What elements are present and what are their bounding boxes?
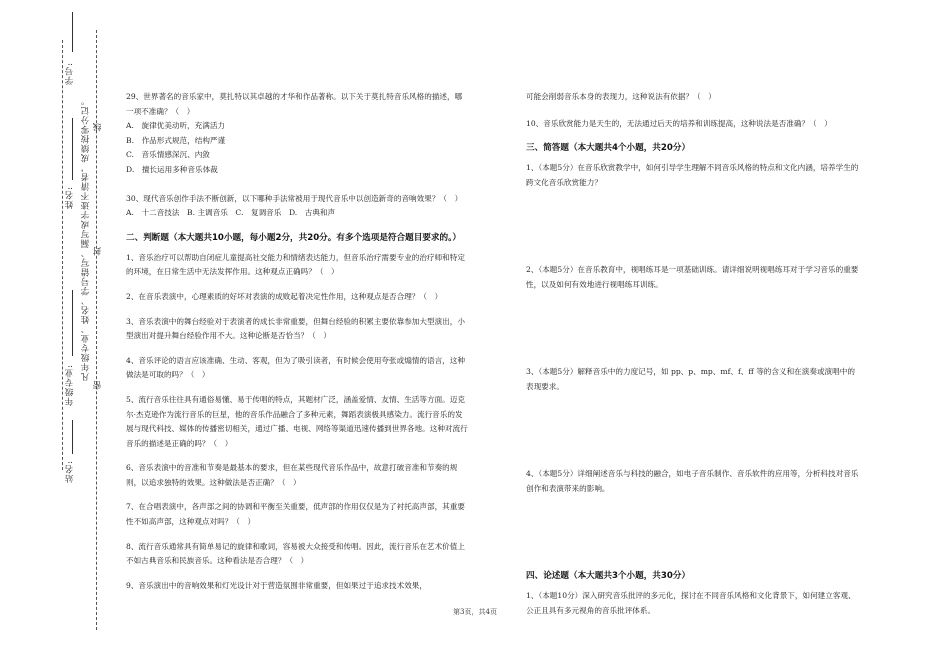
tf-question-9-continued <box>526 90 860 105</box>
question-text: 9、音乐演出中的音响效果和灯光设计对于营造氛围非常重要，但如果过于追求技术效果， <box>126 580 427 590</box>
question-29 <box>126 90 468 178</box>
options-line[interactable]: A. 十二音技法 B. 主调音乐 C. 复调音乐 D. 古典和声 <box>126 208 336 218</box>
fill-line <box>62 40 63 470</box>
cut-mark-line: 线 <box>93 122 103 132</box>
tf-question-6 <box>126 461 468 490</box>
section-3-title: 三、简答题（本大题共4个小题，共20分） <box>526 143 691 154</box>
question-stem: 30、现代音乐创作手法不断创新，以下哪种手法常被用于现代音乐中以创造新奇的音响效果？（ ） <box>126 193 463 203</box>
tf-question-9 <box>126 579 468 594</box>
short-question-4 <box>526 467 860 559</box>
tf-question-4 <box>126 354 468 383</box>
left-column <box>126 90 468 603</box>
tf-question-1 <box>126 251 468 280</box>
question-stem: 29、世界著名的音乐家中，莫扎特以其卓越的才华和作品著称。以下关于莫扎特音乐风格的描述，哪一项不准确？（ ） <box>126 92 463 116</box>
cut-line <box>96 30 97 630</box>
name-label: 姓名: <box>65 186 75 209</box>
question-text: 10、音乐欣赏能力是天生的，无法通过后天的培养和训练提高，这种说法是否准确？（ ） <box>526 118 832 128</box>
site-label: 站名: <box>65 460 75 483</box>
option-c[interactable]: C. 音乐情感深沉、内敛 <box>126 150 210 160</box>
option-a[interactable]: A. 旋律优美动听，充满活力 <box>126 121 226 131</box>
short-question-1 <box>526 161 860 253</box>
tf-question-5 <box>126 393 468 451</box>
notice-text: 凡年级专业、姓名、学号错写、漏写或字迹不清者，成绩按零分记。 <box>81 96 91 381</box>
cut-mark-secret: 密 <box>93 380 103 390</box>
student-no-blank[interactable] <box>72 12 73 52</box>
student-no-label: 学号: <box>65 62 75 85</box>
tf-question-10 <box>526 117 860 132</box>
short-question-3 <box>526 365 860 457</box>
question-text: 2、（本题5分）在音乐教育中，视唱练耳是一项基础训练。请详细说明视唱练耳对于学习音乐的重要性，以及如何有效地进行视唱练耳训练。 <box>526 265 859 289</box>
question-text: 1、（本题10分）深入研究音乐批评的多元化，探讨在不同音乐风格和文化背景下，如何建立客观、公正且具有多元视角的音乐批评体系。 <box>526 591 856 615</box>
question-text: 8、流行音乐通常具有简单易记的旋律和歌词，容易被大众接受和传唱。因此，流行音乐在艺术价值上不如古典音乐和民族音乐。这种看法是否合理？（ ） <box>126 541 465 566</box>
right-column <box>526 90 860 628</box>
question-text: 1、（本题5分）在音乐欣赏教学中，如何引导学生理解不同音乐风格的特点和文化内涵，培养学生的跨文化音乐欣赏能力？ <box>526 163 859 187</box>
site-blank[interactable] <box>72 420 73 454</box>
tf-question-8 <box>126 540 468 569</box>
option-b[interactable]: B. 作品形式规范，结构严谨 <box>126 135 226 145</box>
grade-major-label: 年级专业: <box>65 364 75 406</box>
page-number: 第3页，共4页 <box>453 608 497 616</box>
question-text: 4、（本题5分）详细阐述音乐与科技的融合，如电子音乐制作、音乐软件的应用等，分析科技对音乐创作和表演带来的影响。 <box>526 469 859 493</box>
tf-question-2 <box>126 290 468 305</box>
short-question-2 <box>526 263 860 355</box>
option-d[interactable]: D. 擅长运用多种音乐体裁 <box>126 164 218 174</box>
question-text: 7、在合唱表演中，各声部之间的协调和平衡至关重要，低声部的作用仅仅是为了衬托高声部，其重要性不如高声部，这种观点对吗？（ ） <box>126 502 465 527</box>
question-text: 4、音乐评论的语言应该准确、生动、客观，但为了吸引读者，有时候会使用夸张或煽情的语言，这种做法是可取的吗？（ ） <box>126 355 465 380</box>
name-blank[interactable] <box>72 118 73 180</box>
tf-question-7 <box>126 500 468 529</box>
section-2-title: 二、判断题（本大题共10小题，每小题2分，共20分。有多个选项是符合题目要求的。） <box>126 232 461 243</box>
question-text: 3、（本题5分）解释音乐中的力度记号，如 pp、p、mp、mf、f、ff 等的含义和在演奏或演唱中的表现要求。 <box>526 367 855 391</box>
question-text: 5、流行音乐往往具有通俗易懂、易于传唱的特点，其题材广泛，涵盖爱情、友情、生活等方面。迈克尔·杰克逊作为流行音乐的巨星，他的音乐作品融合了多种元素，舞蹈表演极具感染力。流行音乐的发展与现代科技、媒体的传播密切相关，通过广播、电视、网络等渠道迅速传播到世界各地。这种对流行音乐的描述是正确的吗？（ ） <box>126 394 468 448</box>
section-4-title: 四、论述题（本大题共3个小题，共30分） <box>526 571 691 582</box>
tf-question-3 <box>126 315 468 344</box>
question-text: 6、音乐表演中的音准和节奏是最基本的要求，但在某些现代音乐作品中，故意打破音准和节奏的规则，以追求独特的效果。这种做法是否正确？（ ） <box>126 463 458 487</box>
cut-mark-seal: 封 <box>93 246 103 256</box>
question-text: 可能会削弱音乐本身的表现力，这种说法有依据？（ ） <box>526 92 716 101</box>
question-30 <box>126 192 468 221</box>
question-text: 2、在音乐表演中，心理素质的好坏对表演的成败起着决定性作用，这种观点是否合理？（ ） <box>126 291 443 301</box>
grade-major-blank[interactable] <box>72 290 73 356</box>
question-text: 1、音乐治疗可以帮助自闭症儿童提高社交能力和情绪表达能力，但音乐治疗需要专业的治疗师和特定的环境，在日常生活中无法发挥作用。这种观点正确吗？（ ） <box>126 252 465 277</box>
question-text: 3、音乐表演中的舞台经验对于表演者的成长非常重要，但舞台经验的积累主要依靠参加大型演出，小型演出对提升舞台经验作用不大。这种论断是否恰当？（ ） <box>126 316 465 341</box>
